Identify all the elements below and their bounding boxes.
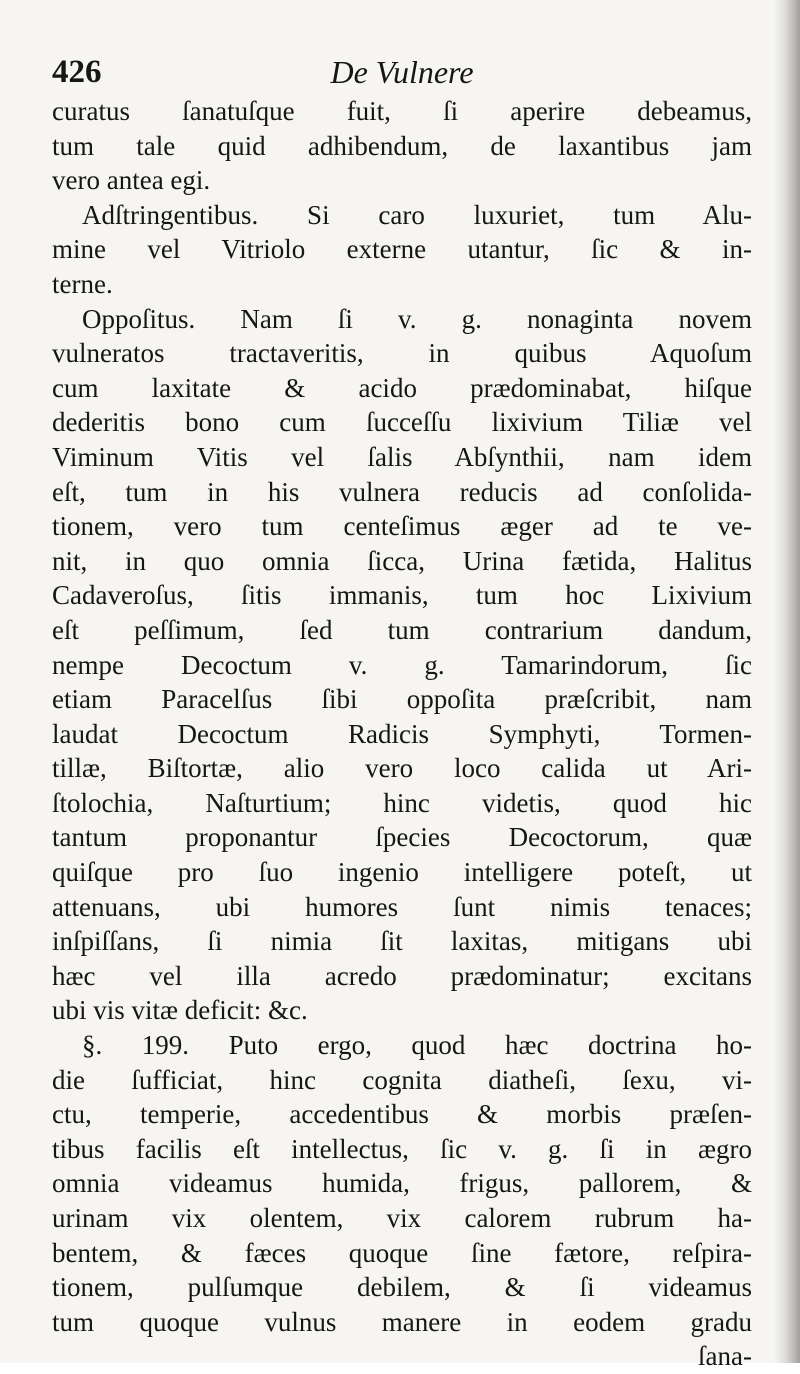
text-line: eſt, tum in his vulnera reducis ad conſolida- [52, 476, 752, 507]
text-line: dederitis bono cum ſucceſſu lixivium Tiliæ vel [52, 407, 752, 438]
text-line: attenuans, ubi humores ſunt nimis tenaces; [52, 891, 752, 922]
running-title: De Vulnere [330, 54, 474, 90]
text-line: urinam vix olentem, vix calorem rubrum ha- [52, 1203, 752, 1233]
text-line: tum tale quid adhibendum, de laxantibus jam [52, 130, 752, 161]
text-line: tillæ, Biſtortæ, alio vero loco calida ut Ari- [52, 753, 752, 784]
text-line: §. 199. Puto ergo, quod hæc doctrina ho- [82, 1030, 752, 1061]
page-gutter-shadow [774, 0, 800, 1363]
text-line: laudat Decoctum Radicis Symphyti, Tormen- [52, 718, 752, 749]
text-line: terne. [52, 268, 113, 299]
text-line: tionem, vero tum centeſimus æger ad te ve- [52, 511, 752, 542]
text-line: inſpiſſans, ſi nimia ſit laxitas, mitigans ubi [52, 926, 752, 957]
text-line: Cadaveroſus, ſitis immanis, tum hoc Lixivium [52, 580, 752, 611]
text-line: tum quoque vulnus manere in eodem gradu [52, 1306, 752, 1337]
text-line: Oppoſitus. Nam ſi v. g. nonaginta novem [82, 303, 752, 334]
text-line: vero antea egi. [52, 165, 211, 196]
text-line: ſtolochia, Naſturtium; hinc videtis, quod hic [52, 787, 752, 818]
text-line: cum laxitate & acido prædominabat, hiſque [52, 372, 752, 403]
body-text [52, 94, 752, 1374]
text-line: etiam Paracelſus ſibi oppoſita præſcribit, nam [52, 684, 752, 715]
text-line: mine vel Vitriolo externe utantur, ſic & in- [52, 234, 752, 265]
text-line: bentem, & fæces quoque ſine fætore, reſpira- [52, 1237, 752, 1268]
text-line: tantum proponantur ſpecies Decoctorum, quæ [52, 822, 752, 853]
text-line: omnia videamus humida, frigus, pallorem, & [52, 1168, 752, 1199]
page-header [52, 50, 752, 94]
text-line: eſt peſſimum, ſed tum contrarium dandum, [52, 614, 752, 645]
page-number: 426 [52, 54, 102, 90]
text-line: tibus facilis eſt intellectus, ſic v. g. ſi in ægro [52, 1133, 752, 1164]
text-line: curatus ſanatuſque fuit, ſi aperire debeamus, [52, 96, 752, 126]
text-line: ubi vis vitæ deficit: &c. [52, 995, 308, 1026]
text-line: quiſque pro ſuo ingenio intelligere poteſt, ut [52, 857, 752, 888]
text-line: hæc vel illa acredo prædominatur; excitans [52, 960, 752, 991]
text-line: nempe Decoctum v. g. Tamarindorum, ſic [52, 649, 752, 680]
text-line: ctu, temperie, accedentibus & morbis præſen- [52, 1099, 752, 1130]
text-line: vulneratos tractaveritis, in quibus Aquoſum [52, 338, 752, 369]
text-line: tionem, pulſumque debilem, & ſi videamus [52, 1272, 752, 1303]
text-line: nit, in quo omnia ſicca, Urina fætida, Halitus [52, 545, 752, 576]
catchword: ſana- [698, 1341, 752, 1372]
text-line: Viminum Vitis vel ſalis Abſynthii, nam idem [52, 441, 752, 472]
text-line: die ſufficiat, hinc cognita diatheſi, ſexu, vi- [52, 1064, 752, 1095]
text-line: Adſtringentibus. Si caro luxuriet, tum Alu- [82, 199, 752, 230]
